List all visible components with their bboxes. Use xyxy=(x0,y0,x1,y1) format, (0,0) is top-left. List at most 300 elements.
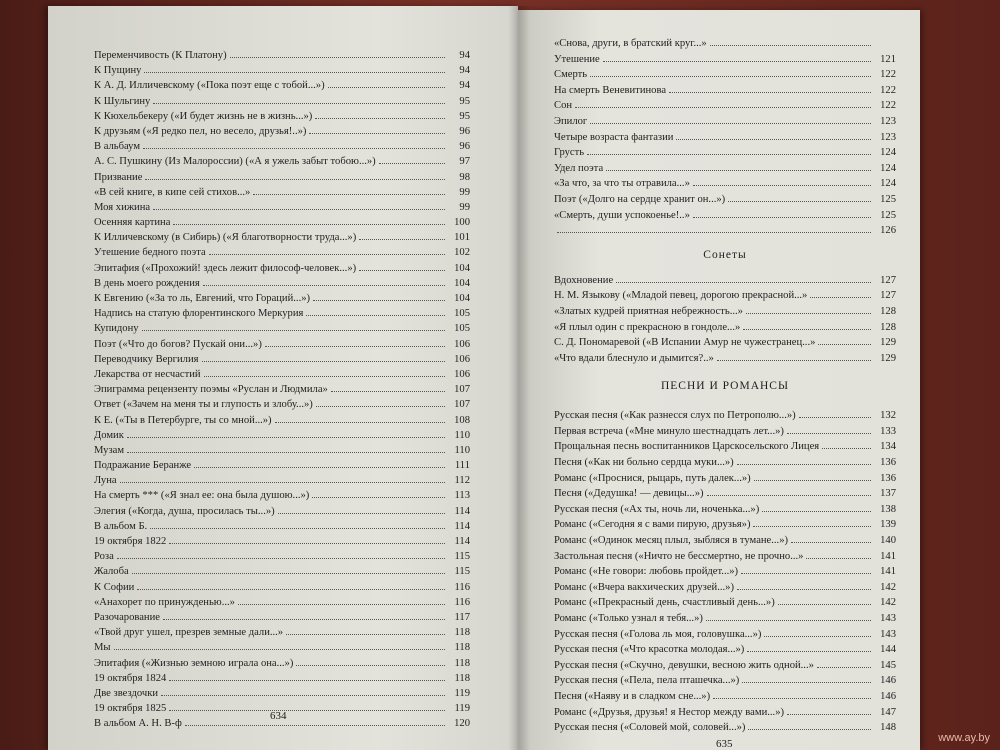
toc-entry-title: На смерть Веневитинова xyxy=(554,84,667,96)
toc-entry-title: Русская песня («Пела, пела пташечка...») xyxy=(554,675,740,687)
toc-entry xyxy=(94,200,470,215)
toc-leader-dots xyxy=(144,72,445,73)
toc-entry-page: 136 xyxy=(880,457,896,469)
toc-entry-title: Русская песня («Что красотка молодая...») xyxy=(554,644,745,656)
toc-list-right-top xyxy=(554,36,896,239)
toc-leader-dots xyxy=(153,209,445,210)
toc-entry-title: Подражание Беранже xyxy=(94,460,192,472)
toc-entry xyxy=(554,67,896,83)
toc-leader-dots xyxy=(296,665,445,666)
toc-entry-page: 107 xyxy=(454,384,470,396)
toc-entry-title: Песня («Наяву и в сладком сне...») xyxy=(554,690,711,702)
toc-entry xyxy=(94,443,470,458)
toc-list-sonnets xyxy=(554,273,896,367)
toc-entry-page: 94 xyxy=(459,50,470,61)
toc-entry xyxy=(94,640,470,655)
toc-leader-dots xyxy=(253,194,445,195)
toc-entry xyxy=(94,671,470,686)
toc-entry xyxy=(94,458,470,473)
toc-entry-page: 146 xyxy=(880,675,896,687)
toc-entry xyxy=(94,686,470,701)
toc-entry-page: 96 xyxy=(459,141,470,153)
toc-entry-title: «Я плыл один с прекрасною в гондоле...» xyxy=(554,321,741,333)
toc-entry-page: 116 xyxy=(454,596,470,608)
toc-entry-page: 123 xyxy=(880,115,896,127)
toc-entry-title: Эпитафия («Прохожий! здесь лежит философ-человек...») xyxy=(94,262,357,274)
toc-entry-title: Ответ («Зачем на меня ты и глупость и злобу...») xyxy=(94,399,313,411)
toc-leader-dots xyxy=(746,313,871,314)
toc-entry-title: Романс («Вчера вакхических друзей...») xyxy=(554,581,734,593)
toc-entry xyxy=(94,124,470,139)
toc-entry-page: 123 xyxy=(880,131,896,143)
toc-entry-page: 133 xyxy=(880,425,896,437)
toc-entry-title: Романс («Одинок месяц плыл, зыбляся в тумане...») xyxy=(554,535,789,547)
toc-leader-dots xyxy=(185,725,445,726)
toc-entry-title: В альбом Б. xyxy=(94,520,148,532)
toc-entry-title: Жалоба xyxy=(94,566,129,578)
toc-entry-title: Утешение бедного поэта xyxy=(94,247,206,259)
toc-entry xyxy=(554,455,896,471)
toc-leader-dots xyxy=(590,123,871,124)
toc-entry-page: 108 xyxy=(454,414,470,426)
toc-entry-page: 124 xyxy=(880,147,896,159)
toc-leader-dots xyxy=(799,417,871,418)
toc-leader-dots xyxy=(313,300,445,301)
toc-entry-page: 114 xyxy=(454,505,470,517)
toc-leader-dots xyxy=(575,107,871,108)
toc-entry-title: Песня («Дедушка! — девицы...») xyxy=(554,488,704,500)
toc-leader-dots xyxy=(275,422,445,423)
toc-entry-page: 125 xyxy=(880,209,896,221)
toc-entry-page: 118 xyxy=(454,642,470,654)
toc-entry-page: 128 xyxy=(880,305,896,317)
toc-entry xyxy=(554,130,896,146)
toc-entry xyxy=(554,611,896,627)
toc-entry-title: Русская песня («Голова ль моя, головушка...») xyxy=(554,628,762,640)
toc-leader-dots xyxy=(713,698,871,699)
toc-entry-page: 97 xyxy=(459,156,470,168)
toc-entry xyxy=(94,352,470,367)
toc-entry xyxy=(94,139,470,154)
toc-entry-title: 19 октября 1825 xyxy=(94,703,167,715)
toc-entry-page: 127 xyxy=(880,290,896,302)
toc-entry-title: Русская песня («Скучно, девушки, весною жить одной...» xyxy=(554,659,814,671)
toc-entry-title: К Софии xyxy=(94,581,135,593)
toc-entry-page: 120 xyxy=(454,718,470,730)
toc-leader-dots xyxy=(669,92,871,93)
toc-entry-title: Удел поэта xyxy=(554,162,604,174)
toc-entry-page: 110 xyxy=(454,429,470,441)
toc-entry-page: 105 xyxy=(454,308,470,320)
toc-entry-page: 143 xyxy=(880,628,896,640)
toc-entry xyxy=(94,488,470,503)
toc-entry-title: Купидону xyxy=(94,323,139,335)
toc-entry-page: 114 xyxy=(454,520,470,532)
toc-leader-dots xyxy=(817,667,871,668)
toc-leader-dots xyxy=(787,433,871,434)
toc-entry xyxy=(94,185,470,200)
toc-entry xyxy=(554,720,896,736)
toc-entry-page: 145 xyxy=(880,659,896,671)
toc-leader-dots xyxy=(153,103,445,104)
toc-leader-dots xyxy=(359,270,445,271)
songs-heading: ПЕСНИ И РОМАНСЫ xyxy=(660,380,790,393)
toc-entry-title: К А. Д. Илличевскому («Пока поэт еще с тобой...») xyxy=(94,80,325,92)
toc-entry-title: К друзьям («Я редко пел, но весело, друзья!..») xyxy=(94,125,307,137)
toc-entry-title: Переводчику Вергилия xyxy=(94,353,199,365)
sonnets-heading: Сонеты xyxy=(703,248,747,261)
toc-entry xyxy=(554,564,896,580)
toc-entry-title: Грусть xyxy=(554,147,585,159)
toc-entry-title: Эпиграмма рецензенту поэмы «Руслан и Людмила» xyxy=(94,384,328,396)
toc-leader-dots xyxy=(693,217,871,218)
toc-leader-dots xyxy=(747,651,871,652)
toc-entry-title: К Евгению («За то ль, Евгений, что Гораций...») xyxy=(94,293,311,304)
toc-leader-dots xyxy=(150,528,445,529)
toc-entry-page: 115 xyxy=(454,566,470,578)
toc-entry-title: На смерть *** («Я знал ее: она была душою...») xyxy=(94,490,310,502)
toc-entry-title: К Илличевскому (в Сибирь) («Я благотворности труда...») xyxy=(94,232,357,244)
toc-entry xyxy=(554,580,896,596)
toc-entry xyxy=(554,673,896,689)
toc-entry xyxy=(554,486,896,502)
toc-list-left xyxy=(94,48,470,731)
toc-entry-title: Н. М. Языкову («Младой певец, дорогою прекрасной...» xyxy=(554,290,808,302)
page-number-left: 634 xyxy=(270,710,287,722)
toc-entry-title: «За что, за что ты отравила...» xyxy=(554,178,690,190)
toc-leader-dots xyxy=(603,61,871,62)
toc-entry xyxy=(94,610,470,625)
toc-entry-title: Русская песня («Как разнесся слух по Петрополю...») xyxy=(554,410,796,422)
toc-leader-dots xyxy=(737,464,871,465)
toc-entry xyxy=(94,63,470,78)
toc-entry-title: Музам xyxy=(94,444,125,456)
toc-entry-page: 139 xyxy=(880,519,896,531)
toc-entry xyxy=(94,321,470,336)
toc-entry-title: С. Д. Пономаревой («В Испании Амур не чужестранец...» xyxy=(554,337,816,349)
toc-entry-page: 136 xyxy=(880,472,896,484)
toc-leader-dots xyxy=(132,573,445,574)
toc-leader-dots xyxy=(359,239,445,240)
toc-entry xyxy=(554,114,896,130)
toc-entry-page: 118 xyxy=(454,657,470,669)
toc-entry xyxy=(554,689,896,705)
toc-entry xyxy=(554,83,896,99)
toc-entry-page: 134 xyxy=(880,441,896,453)
toc-entry xyxy=(554,223,896,239)
toc-entry-page: 104 xyxy=(454,262,470,274)
toc-entry-page: 137 xyxy=(880,488,896,500)
toc-entry-page: 98 xyxy=(459,171,470,183)
toc-leader-dots xyxy=(173,224,445,225)
toc-leader-dots xyxy=(161,695,445,696)
toc-entry xyxy=(94,276,470,291)
toc-entry-page: 104 xyxy=(454,277,470,289)
toc-leader-dots xyxy=(331,391,445,392)
toc-entry-page: 95 xyxy=(459,95,470,107)
toc-leader-dots xyxy=(717,360,871,361)
toc-leader-dots xyxy=(127,452,445,453)
toc-entry xyxy=(94,473,470,488)
toc-leader-dots xyxy=(328,87,445,88)
toc-entry-title: Четыре возраста фантазии xyxy=(554,131,674,143)
toc-entry-title: Мы xyxy=(94,642,111,654)
toc-entry-page: 107 xyxy=(454,399,470,411)
toc-entry-title: Прощальная песнь воспитанников Царскосельского Лицея xyxy=(554,441,820,453)
toc-leader-dots xyxy=(163,619,445,620)
toc-entry-page: 119 xyxy=(454,687,470,699)
toc-entry-title: Луна xyxy=(94,475,117,487)
toc-leader-dots xyxy=(309,133,445,134)
toc-entry xyxy=(94,48,470,63)
toc-entry-title: Русская песня («Соловей мой, соловей...») xyxy=(554,722,746,734)
toc-entry-title: «Смерть, души успокоенье!..» xyxy=(554,209,690,221)
toc-leader-dots xyxy=(143,148,445,149)
toc-entry xyxy=(554,627,896,643)
toc-entry xyxy=(94,413,470,428)
toc-entry-title: Эпитафия («Жизнью земною играла она...») xyxy=(94,657,294,669)
toc-entry-page: 105 xyxy=(454,323,470,335)
toc-leader-dots xyxy=(587,154,871,155)
toc-entry xyxy=(94,94,470,109)
toc-entry-title: Осенняя картина xyxy=(94,217,171,229)
toc-entry-title: Роза xyxy=(94,551,114,563)
toc-entry-title: Поэт («Что до богов? Пускай они...») xyxy=(94,338,262,350)
toc-entry xyxy=(554,52,896,68)
toc-leader-dots xyxy=(606,170,871,171)
toc-leader-dots xyxy=(778,604,871,605)
toc-leader-dots xyxy=(590,76,871,77)
toc-entry-page: 104 xyxy=(454,293,470,304)
toc-entry xyxy=(94,306,470,321)
toc-entry-title: «Снова, други, в братский круг...» xyxy=(554,38,707,49)
toc-leader-dots xyxy=(137,589,445,590)
toc-entry-title: Застольная песня («Ничто не бессмертно, не прочно...» xyxy=(554,550,804,562)
toc-entry-page: 110 xyxy=(454,444,470,456)
toc-entry-page: 95 xyxy=(459,110,470,122)
toc-entry-page: 106 xyxy=(454,338,470,350)
toc-leader-dots xyxy=(117,558,445,559)
toc-entry-title: Романс («Сегодня я с вами пирую, друзья») xyxy=(554,519,751,531)
toc-leader-dots xyxy=(710,45,871,46)
toc-entry-page: 122 xyxy=(880,84,896,96)
toc-leader-dots xyxy=(753,526,871,527)
toc-entry-page: 115 xyxy=(454,551,470,563)
toc-entry-title: Поэт («Долго на сердце хранит он...») xyxy=(554,193,726,205)
toc-entry-page: 132 xyxy=(880,410,896,422)
toc-entry xyxy=(554,705,896,721)
left-page xyxy=(48,6,518,750)
toc-leader-dots xyxy=(693,185,871,186)
toc-entry-title: Эпилог xyxy=(554,115,588,127)
toc-leader-dots xyxy=(762,511,871,512)
toc-entry-page: 122 xyxy=(880,100,896,112)
toc-entry-page: 129 xyxy=(880,337,896,349)
watermark-text: www.ay.by xyxy=(938,732,990,744)
toc-entry-title: Переменчивость (К Платону) xyxy=(94,50,227,61)
toc-entry-page: 102 xyxy=(454,247,470,259)
toc-entry-page: 126 xyxy=(880,225,896,237)
toc-leader-dots xyxy=(822,448,871,449)
toc-entry xyxy=(554,288,896,304)
toc-entry xyxy=(554,208,896,224)
toc-entry-title: «Что вдали блеснуло и дымится?..» xyxy=(554,352,714,364)
toc-leader-dots xyxy=(265,346,445,347)
toc-entry xyxy=(554,595,896,611)
toc-entry-title: Романс («Прекрасный день, счастливый день...») xyxy=(554,597,775,609)
toc-entry-title: А. С. Пушкину (Из Малороссии) («А я ужель забыт тобою...») xyxy=(94,156,376,168)
toc-entry-page: 127 xyxy=(880,274,896,286)
toc-leader-dots xyxy=(742,682,871,683)
toc-entry xyxy=(94,656,470,671)
toc-leader-dots xyxy=(202,361,445,362)
toc-entry-title: «Златых кудрей приятная небрежность...» xyxy=(554,305,743,317)
toc-leader-dots xyxy=(818,344,871,345)
toc-entry-page: 140 xyxy=(880,535,896,547)
toc-entry-title: Романс («Не говори: любовь пройдет...») xyxy=(554,566,739,578)
toc-leader-dots xyxy=(754,480,871,481)
toc-entry xyxy=(554,161,896,177)
toc-leader-dots xyxy=(787,714,871,715)
toc-leader-dots xyxy=(741,573,871,574)
toc-leader-dots xyxy=(230,57,445,58)
toc-entry-page: 124 xyxy=(880,178,896,190)
toc-entry-page: 94 xyxy=(459,65,470,77)
toc-entry xyxy=(554,176,896,192)
toc-entry-page: 113 xyxy=(454,490,470,502)
toc-leader-dots xyxy=(806,558,871,559)
toc-leader-dots xyxy=(127,437,445,438)
toc-leader-dots xyxy=(676,139,871,140)
toc-leader-dots xyxy=(194,467,445,468)
toc-entry-page: 116 xyxy=(454,581,470,593)
toc-entry-title: Смерть xyxy=(554,69,588,81)
toc-leader-dots xyxy=(748,729,871,730)
toc-entry-title: «В сей книге, в кипе сей стихов...» xyxy=(94,186,251,198)
toc-leader-dots xyxy=(278,513,445,514)
toc-entry xyxy=(94,595,470,610)
book-gutter xyxy=(508,6,530,750)
toc-entry xyxy=(94,291,470,306)
toc-entry-title: Вдохновение xyxy=(554,274,614,286)
toc-entry xyxy=(94,261,470,276)
toc-entry-page: 106 xyxy=(454,368,470,380)
toc-entry-page: 117 xyxy=(454,611,470,623)
toc-entry-page: 144 xyxy=(880,644,896,656)
toc-entry xyxy=(554,98,896,114)
toc-entry xyxy=(94,230,470,245)
toc-entry-title: Романс («Друзья, друзья! я Нестор между вами...») xyxy=(554,706,785,718)
toc-entry-title: 19 октября 1822 xyxy=(94,536,167,547)
toc-entry xyxy=(94,109,470,124)
toc-leader-dots xyxy=(791,542,871,543)
toc-entry xyxy=(94,337,470,352)
toc-entry xyxy=(554,471,896,487)
toc-leader-dots xyxy=(209,254,445,255)
toc-entry-page: 124 xyxy=(880,162,896,174)
toc-leader-dots xyxy=(315,118,445,119)
toc-entry xyxy=(554,439,896,455)
toc-entry-page: 99 xyxy=(459,201,470,213)
toc-entry-page: 96 xyxy=(459,125,470,137)
toc-entry-title: 19 октября 1824 xyxy=(94,672,167,684)
toc-entry-page: 142 xyxy=(880,597,896,609)
toc-leader-dots xyxy=(169,710,445,711)
toc-leader-dots xyxy=(743,329,871,330)
toc-entry-title: Элегия («Когда, душа, просилась ты...») xyxy=(94,505,275,517)
page-number-right: 635 xyxy=(716,738,733,750)
toc-entry xyxy=(554,36,896,52)
toc-entry-title: Разочарование xyxy=(94,611,160,623)
toc-leader-dots xyxy=(169,543,445,544)
toc-entry-page: 94 xyxy=(459,80,470,92)
toc-entry xyxy=(554,549,896,565)
toc-entry xyxy=(554,517,896,533)
toc-entry xyxy=(554,273,896,289)
toc-entry-page: 112 xyxy=(454,475,470,487)
toc-entry-page: 148 xyxy=(880,722,896,734)
toc-leader-dots xyxy=(728,201,871,202)
toc-entry-page: 128 xyxy=(880,321,896,333)
toc-entry xyxy=(94,428,470,443)
toc-entry-page: 114 xyxy=(454,536,470,547)
toc-entry-page: 141 xyxy=(880,550,896,562)
toc-entry-page: 101 xyxy=(454,232,470,244)
toc-entry-title: К Е. («Ты в Петербурге, ты со мной...») xyxy=(94,414,272,426)
toc-entry xyxy=(554,145,896,161)
toc-leader-dots xyxy=(306,315,445,316)
toc-entry-page: 147 xyxy=(880,706,896,718)
toc-entry-title: Романс («Только узнал я тебя...») xyxy=(554,613,703,624)
toc-entry-title: В альбом А. Н. В-ф xyxy=(94,718,182,730)
toc-entry xyxy=(94,382,470,397)
toc-entry-title: Русская песня («Ах ты, ночь ли, ноченька...») xyxy=(554,503,760,515)
toc-entry xyxy=(554,335,896,351)
toc-leader-dots xyxy=(706,620,871,621)
toc-entry xyxy=(554,304,896,320)
toc-entry xyxy=(94,170,470,185)
toc-entry-page: 111 xyxy=(454,460,470,472)
toc-entry xyxy=(94,245,470,260)
toc-leader-dots xyxy=(114,649,445,650)
toc-leader-dots xyxy=(142,330,445,331)
toc-entry xyxy=(554,642,896,658)
right-page xyxy=(518,10,920,750)
toc-leader-dots xyxy=(169,680,445,681)
toc-entry-title: В день моего рождения xyxy=(94,277,200,289)
toc-leader-dots xyxy=(764,636,871,637)
toc-entry-page: 106 xyxy=(454,353,470,365)
toc-leader-dots xyxy=(737,589,871,590)
toc-entry-title: Утешение xyxy=(554,53,600,65)
toc-entry xyxy=(94,504,470,519)
toc-entry-title: Песня («Как ни больно сердца муки...») xyxy=(554,457,734,469)
toc-list-songs xyxy=(554,408,896,735)
toc-entry xyxy=(554,408,896,424)
toc-leader-dots xyxy=(616,282,871,283)
toc-entry-title: Надпись на статую флорентинского Меркурия xyxy=(94,308,304,320)
toc-entry-title: Лекарства от несчастий xyxy=(94,368,201,380)
toc-leader-dots xyxy=(120,482,445,483)
toc-entry xyxy=(554,502,896,518)
toc-entry xyxy=(554,424,896,440)
toc-entry-title: К Кюхельбекеру («И будет жизнь не в жизнь...») xyxy=(94,110,313,122)
toc-entry xyxy=(554,320,896,336)
toc-entry xyxy=(94,625,470,640)
toc-leader-dots xyxy=(379,163,445,164)
toc-leader-dots xyxy=(810,297,871,298)
toc-entry xyxy=(94,549,470,564)
